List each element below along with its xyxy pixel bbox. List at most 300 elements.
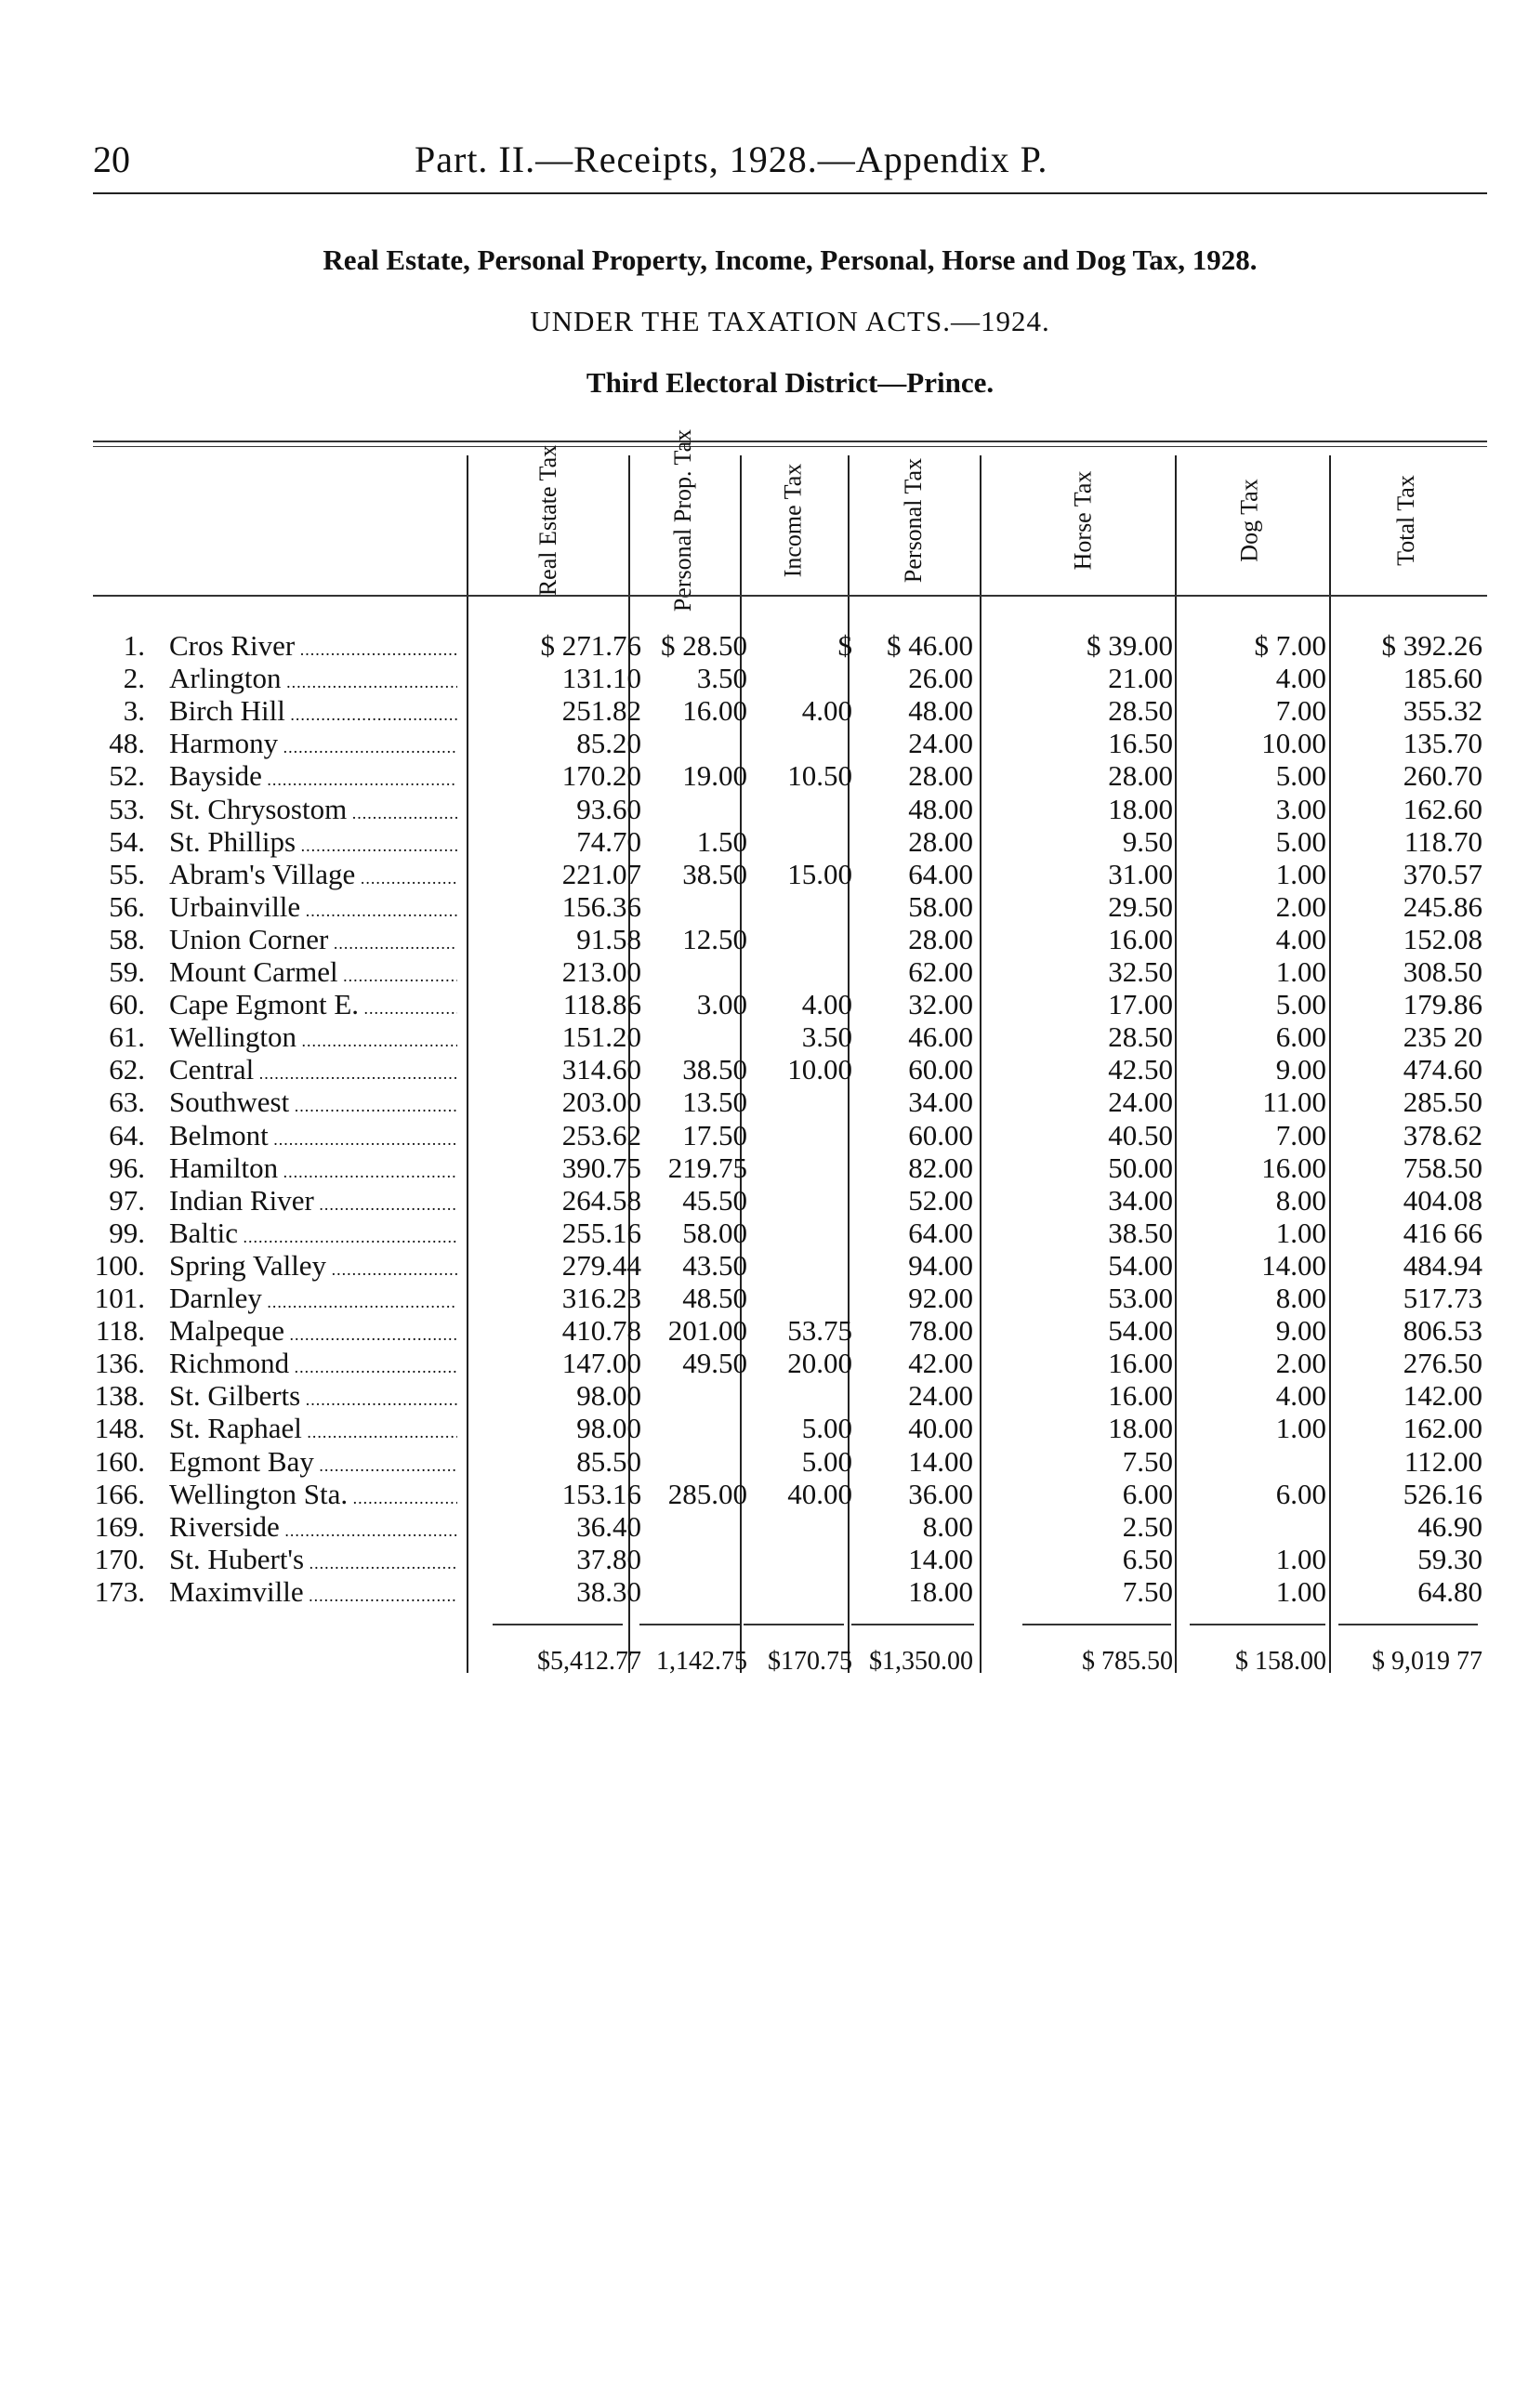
district-name: Wellington ..... [169, 1020, 457, 1058]
income-tax: 40.00 [787, 1477, 852, 1510]
table-row [0, 1249, 1515, 1282]
table-row [0, 1020, 1515, 1053]
row-number: 48. [109, 727, 145, 760]
real-estate-tax: 213.00 [561, 955, 641, 988]
income-tax: 10.50 [787, 759, 852, 793]
district-name: Mount Carmel ..... [169, 955, 457, 993]
real-estate-tax: 410.78 [561, 1314, 641, 1348]
real-estate-tax: 98.00 [576, 1412, 641, 1445]
table-row [0, 1412, 1515, 1444]
horse-tax: 18.00 [1108, 792, 1173, 825]
table-top-rule [93, 441, 1487, 442]
personal-tax: 92.00 [908, 1282, 973, 1314]
personal-tax: 64.00 [908, 857, 973, 890]
district-name: Egmont Bay ..... [169, 1445, 457, 1482]
real-estate-tax: 147.00 [561, 1347, 641, 1380]
total-tax: 179.86 [1403, 988, 1482, 1021]
personal-tax: 24.00 [908, 727, 973, 760]
personal-tax: $ 46.00 [887, 629, 973, 662]
total-rule [493, 1624, 623, 1625]
total-rule [1022, 1624, 1171, 1625]
real-estate-tax: 91.58 [576, 922, 641, 955]
row-number: 63. [109, 1086, 145, 1119]
total-tax: 245.86 [1403, 889, 1482, 923]
real-estate-tax: 85.50 [576, 1444, 641, 1478]
horse-tax: 53.00 [1108, 1282, 1173, 1314]
table-row [0, 1510, 1515, 1543]
income-tax: 5.00 [801, 1412, 852, 1445]
row-number: 54. [109, 824, 145, 858]
personal-prop-tax: 16.00 [682, 694, 747, 728]
total-tax: 185.60 [1403, 662, 1482, 695]
real-estate-tax: 203.00 [561, 1086, 641, 1119]
personal-prop-tax: 285.00 [667, 1477, 747, 1510]
real-estate-tax: 36.40 [576, 1509, 641, 1543]
personal-tax: 14.00 [908, 1444, 973, 1478]
total-tax: 142.00 [1403, 1379, 1482, 1413]
row-number: 58. [109, 922, 145, 955]
income-tax: 53.75 [787, 1314, 852, 1348]
real-estate-tax: $ 271.76 [540, 629, 641, 662]
col-header-dog: Dog Tax [1235, 479, 1263, 562]
row-number: 64. [109, 1118, 145, 1151]
district-title: Third Electoral District—Prince. [586, 366, 995, 399]
total-real-estate: $5,412.77 [537, 1647, 641, 1676]
total-tax: 235 20 [1403, 1020, 1482, 1054]
total-tax: 152.08 [1403, 922, 1482, 955]
income-tax: 3.50 [801, 1020, 852, 1054]
horse-tax: $ 39.00 [1087, 629, 1173, 662]
dog-tax: 2.00 [1275, 889, 1326, 923]
personal-tax: 60.00 [908, 1053, 973, 1086]
district-name: Malpeque ..... [169, 1314, 457, 1351]
table-subtitle: UNDER THE TAXATION ACTS.—1924. [530, 305, 1050, 337]
personal-prop-tax: 38.50 [682, 1053, 747, 1086]
personal-tax: 32.00 [908, 988, 973, 1021]
district-name: Indian River ..... [169, 1184, 457, 1221]
dog-tax: 1.00 [1275, 1412, 1326, 1445]
personal-tax: 52.00 [908, 1183, 973, 1217]
table-row [0, 1282, 1515, 1314]
row-number: 170. [94, 1542, 145, 1575]
dog-tax: 8.00 [1275, 1183, 1326, 1217]
table-row [0, 1217, 1515, 1249]
district-name: Bayside ..... [169, 759, 457, 796]
table-row [0, 890, 1515, 923]
personal-tax: 82.00 [908, 1151, 973, 1184]
real-estate-tax: 74.70 [576, 824, 641, 858]
horse-tax: 9.50 [1122, 824, 1173, 858]
dog-tax: 9.00 [1275, 1053, 1326, 1086]
personal-tax: 24.00 [908, 1379, 973, 1413]
total-dog: $ 158.00 [1235, 1647, 1326, 1676]
dog-tax: 7.00 [1275, 1118, 1326, 1151]
real-estate-tax: 153.16 [561, 1477, 641, 1510]
total-personal-prop: 1,142.75 [656, 1647, 747, 1676]
table-row [0, 955, 1515, 988]
personal-prop-tax: 12.50 [682, 922, 747, 955]
total-tax: 370.57 [1403, 857, 1482, 890]
total-tax: 416 66 [1403, 1216, 1482, 1249]
table-row [0, 1086, 1515, 1118]
dog-tax: 6.00 [1275, 1477, 1326, 1510]
dog-tax: $ 7.00 [1254, 629, 1326, 662]
personal-prop-tax: 19.00 [682, 759, 747, 793]
horse-tax: 31.00 [1108, 857, 1173, 890]
page-number: 20 [93, 138, 130, 180]
total-personal: $1,350.00 [869, 1647, 973, 1676]
table-row [0, 1379, 1515, 1412]
real-estate-tax: 279.44 [561, 1248, 641, 1282]
table-title: Real Estate, Personal Property, Income, Personal, Horse and Dog Tax, 1928. [323, 243, 1258, 276]
personal-tax: 26.00 [908, 662, 973, 695]
dog-tax: 1.00 [1275, 1574, 1326, 1608]
district-name: Abram's Village ..... [169, 858, 457, 895]
real-estate-tax: 316.23 [561, 1282, 641, 1314]
table-row [0, 1053, 1515, 1086]
dog-tax: 4.00 [1275, 662, 1326, 695]
horse-tax: 24.00 [1108, 1086, 1173, 1119]
real-estate-tax: 118.86 [562, 988, 641, 1021]
district-name: Hamilton ..... [169, 1151, 457, 1189]
total-rule [1190, 1624, 1325, 1625]
dog-tax: 10.00 [1261, 727, 1326, 760]
personal-tax: 28.00 [908, 824, 973, 858]
header-separator [93, 595, 1487, 597]
real-estate-tax: 390.75 [561, 1151, 641, 1184]
horse-tax: 6.50 [1122, 1542, 1173, 1575]
personal-prop-tax: 3.00 [696, 988, 747, 1021]
income-tax: 4.00 [801, 988, 852, 1021]
horse-tax: 42.50 [1108, 1053, 1173, 1086]
row-number: 62. [109, 1053, 145, 1086]
horse-tax: 17.00 [1108, 988, 1173, 1021]
total-tax: 806.53 [1403, 1314, 1482, 1348]
total-total: $ 9,019 77 [1372, 1647, 1482, 1676]
district-name: St. Hubert's ..... [169, 1543, 457, 1580]
real-estate-tax: 93.60 [576, 792, 641, 825]
district-name: Cros River ..... [169, 629, 457, 666]
table-row [0, 1119, 1515, 1151]
personal-tax: 34.00 [908, 1086, 973, 1119]
personal-prop-tax: 1.50 [696, 824, 747, 858]
horse-tax: 18.00 [1108, 1412, 1173, 1445]
horse-tax: 54.00 [1108, 1314, 1173, 1348]
row-number: 97. [109, 1183, 145, 1217]
income-tax: 20.00 [787, 1347, 852, 1380]
dog-tax: 7.00 [1275, 694, 1326, 728]
row-number: 99. [109, 1216, 145, 1249]
row-number: 148. [94, 1412, 145, 1445]
total-tax: 484.94 [1403, 1248, 1482, 1282]
row-number: 169. [94, 1509, 145, 1543]
row-number: 100. [94, 1248, 145, 1282]
personal-prop-tax: 38.50 [682, 857, 747, 890]
district-name: St. Chrysostom ..... [169, 793, 457, 830]
income-tax: 4.00 [801, 694, 852, 728]
horse-tax: 50.00 [1108, 1151, 1173, 1184]
total-tax: 276.50 [1403, 1347, 1482, 1380]
table-row [0, 629, 1515, 662]
personal-prop-tax: 43.50 [682, 1248, 747, 1282]
real-estate-tax: 85.20 [576, 727, 641, 760]
row-number: 59. [109, 955, 145, 988]
total-tax: $ 392.26 [1381, 629, 1482, 662]
col-header-real-estate: Real Estate Tax [534, 444, 561, 597]
personal-prop-tax: 13.50 [682, 1086, 747, 1119]
row-number: 101. [94, 1282, 145, 1314]
dog-tax: 6.00 [1275, 1020, 1326, 1054]
table-row [0, 1543, 1515, 1575]
total-tax: 59.30 [1417, 1542, 1482, 1575]
personal-tax: 28.00 [908, 759, 973, 793]
real-estate-tax: 98.00 [576, 1379, 641, 1413]
horse-tax: 6.00 [1122, 1477, 1173, 1510]
row-number: 160. [94, 1444, 145, 1478]
col-header-total: Total Tax [1392, 475, 1420, 566]
total-rule [639, 1624, 740, 1625]
row-number: 61. [109, 1020, 145, 1054]
dog-tax: 5.00 [1275, 824, 1326, 858]
col-header-horse: Horse Tax [1069, 470, 1097, 571]
horse-tax: 54.00 [1108, 1248, 1173, 1282]
row-number: 60. [109, 988, 145, 1021]
dog-tax: 4.00 [1275, 922, 1326, 955]
real-estate-tax: 221.07 [561, 857, 641, 890]
dog-tax: 11.00 [1262, 1086, 1326, 1119]
dog-tax: 1.00 [1275, 1216, 1326, 1249]
personal-tax: 14.00 [908, 1542, 973, 1575]
personal-tax: 18.00 [908, 1574, 973, 1608]
district-name: Maximville ..... [169, 1575, 457, 1612]
horse-tax: 16.00 [1108, 1347, 1173, 1380]
dog-tax: 1.00 [1275, 1542, 1326, 1575]
total-tax: 260.70 [1403, 759, 1482, 793]
col-header-income: Income Tax [779, 463, 807, 578]
row-number: 53. [109, 792, 145, 825]
table-row [0, 694, 1515, 727]
personal-prop-tax: 49.50 [682, 1347, 747, 1380]
row-number: 56. [109, 889, 145, 923]
real-estate-tax: 151.20 [561, 1020, 641, 1054]
table-row [0, 825, 1515, 858]
real-estate-tax: 251.82 [561, 694, 641, 728]
total-tax: 285.50 [1403, 1086, 1482, 1119]
personal-tax: 58.00 [908, 889, 973, 923]
horse-tax: 40.50 [1108, 1118, 1173, 1151]
table-row [0, 1184, 1515, 1217]
totals-row [0, 1645, 1515, 1682]
district-name: St. Phillips ..... [169, 825, 457, 862]
personal-tax: 78.00 [908, 1314, 973, 1348]
real-estate-tax: 170.20 [561, 759, 641, 793]
income-tax: 15.00 [787, 857, 852, 890]
personal-tax: 36.00 [908, 1477, 973, 1510]
table-row [0, 858, 1515, 890]
total-tax: 135.70 [1403, 727, 1482, 760]
table-row [0, 793, 1515, 825]
personal-tax: 64.00 [908, 1216, 973, 1249]
horse-tax: 16.50 [1108, 727, 1173, 760]
horse-tax: 29.50 [1108, 889, 1173, 923]
district-name: Union Corner ..... [169, 923, 457, 960]
horse-tax: 28.50 [1108, 694, 1173, 728]
district-name: Richmond ..... [169, 1347, 457, 1384]
total-tax: 112.00 [1403, 1444, 1482, 1478]
dog-tax: 5.00 [1275, 759, 1326, 793]
district-name: Urbainville ..... [169, 890, 457, 928]
personal-tax: 62.00 [908, 955, 973, 988]
district-name: Baltic ..... [169, 1217, 457, 1254]
horse-tax: 21.00 [1108, 662, 1173, 695]
personal-prop-tax: 17.50 [682, 1118, 747, 1151]
real-estate-tax: 314.60 [561, 1053, 641, 1086]
district-name: St. Raphael ..... [169, 1412, 457, 1449]
table-row [0, 923, 1515, 955]
personal-prop-tax: 48.50 [682, 1282, 747, 1314]
row-number: 2. [123, 662, 145, 695]
dog-tax: 1.00 [1275, 955, 1326, 988]
real-estate-tax: 38.30 [576, 1574, 641, 1608]
dog-tax: 1.00 [1275, 857, 1326, 890]
total-tax: 64.80 [1417, 1574, 1482, 1608]
dog-tax: 4.00 [1275, 1379, 1326, 1413]
total-tax: 162.00 [1403, 1412, 1482, 1445]
table-row [0, 727, 1515, 759]
row-number: 138. [94, 1379, 145, 1413]
row-number: 96. [109, 1151, 145, 1184]
total-rule [851, 1624, 974, 1625]
real-estate-tax: 156.36 [561, 889, 641, 923]
dog-tax: 3.00 [1275, 792, 1326, 825]
total-horse: $ 785.50 [1082, 1647, 1173, 1676]
row-number: 166. [94, 1477, 145, 1510]
total-tax: 474.60 [1403, 1053, 1482, 1086]
horse-tax: 2.50 [1122, 1509, 1173, 1543]
total-income: $170.75 [768, 1647, 852, 1676]
horse-tax: 28.50 [1108, 1020, 1173, 1054]
dog-tax: 8.00 [1275, 1282, 1326, 1314]
table-row [0, 759, 1515, 792]
district-name: Central ..... [169, 1053, 457, 1090]
real-estate-tax: 37.80 [576, 1542, 641, 1575]
personal-tax: 28.00 [908, 922, 973, 955]
dog-tax: 16.00 [1261, 1151, 1326, 1184]
table-row [0, 1151, 1515, 1184]
total-tax: 378.62 [1403, 1118, 1482, 1151]
personal-prop-tax: 58.00 [682, 1216, 747, 1249]
table-row [0, 1445, 1515, 1478]
total-tax: 517.73 [1403, 1282, 1482, 1314]
row-number: 1. [123, 629, 145, 662]
total-rule [1338, 1624, 1478, 1625]
table-row [0, 1575, 1515, 1608]
personal-tax: 8.00 [922, 1509, 973, 1543]
row-number: 3. [123, 694, 145, 728]
dog-tax: 14.00 [1261, 1248, 1326, 1282]
district-name: Darnley ..... [169, 1282, 457, 1319]
running-head: Part. II.—Receipts, 1928.—Appendix P. [415, 138, 1048, 180]
total-tax: 404.08 [1403, 1183, 1482, 1217]
district-name: Harmony ..... [169, 727, 457, 764]
personal-tax: 40.00 [908, 1412, 973, 1445]
personal-tax: 94.00 [908, 1248, 973, 1282]
total-rule [744, 1624, 844, 1625]
row-number: 55. [109, 857, 145, 890]
personal-prop-tax: 201.00 [667, 1314, 747, 1348]
personal-tax: 48.00 [908, 694, 973, 728]
page-header [93, 138, 1487, 184]
row-number: 173. [94, 1574, 145, 1608]
horse-tax: 7.50 [1122, 1444, 1173, 1478]
income-tax: $ [837, 629, 852, 662]
horse-tax: 32.50 [1108, 955, 1173, 988]
horse-tax: 16.00 [1108, 922, 1173, 955]
total-tax: 118.70 [1403, 824, 1482, 858]
personal-prop-tax: 3.50 [696, 662, 747, 695]
total-tax: 355.32 [1403, 694, 1482, 728]
real-estate-tax: 255.16 [561, 1216, 641, 1249]
horse-tax: 34.00 [1108, 1183, 1173, 1217]
table-row [0, 1347, 1515, 1379]
row-number: 52. [109, 759, 145, 793]
real-estate-tax: 264.58 [561, 1183, 641, 1217]
district-name: St. Gilberts ..... [169, 1379, 457, 1416]
horse-tax: 38.50 [1108, 1216, 1173, 1249]
district-name: Belmont ..... [169, 1119, 457, 1156]
personal-tax: 42.00 [908, 1347, 973, 1380]
col-header-personal: Personal Tax [900, 457, 927, 584]
real-estate-tax: 253.62 [561, 1118, 641, 1151]
row-number: 136. [94, 1347, 145, 1380]
dog-tax: 2.00 [1275, 1347, 1326, 1380]
district-name: Riverside ..... [169, 1510, 457, 1547]
table-row [0, 662, 1515, 694]
col-header-personal-prop: Personal Prop. Tax [669, 428, 697, 612]
row-number: 118. [95, 1314, 145, 1348]
total-tax: 758.50 [1403, 1151, 1482, 1184]
personal-tax: 48.00 [908, 792, 973, 825]
table-row [0, 1478, 1515, 1510]
personal-prop-tax: $ 28.50 [661, 629, 747, 662]
table-row [0, 1314, 1515, 1347]
horse-tax: 7.50 [1122, 1574, 1173, 1608]
district-name: Arlington ..... [169, 662, 457, 699]
personal-prop-tax: 45.50 [682, 1183, 747, 1217]
total-tax: 526.16 [1403, 1477, 1482, 1510]
district-name: Southwest ..... [169, 1086, 457, 1123]
district-name: Birch Hill ..... [169, 694, 457, 731]
total-tax: 162.60 [1403, 792, 1482, 825]
dog-tax: 5.00 [1275, 988, 1326, 1021]
total-tax: 46.90 [1417, 1509, 1482, 1543]
district-name: Wellington Sta. ..... [169, 1478, 457, 1515]
real-estate-tax: 131.10 [561, 662, 641, 695]
horse-tax: 16.00 [1108, 1379, 1173, 1413]
personal-prop-tax: 219.75 [667, 1151, 747, 1184]
horse-tax: 28.00 [1108, 759, 1173, 793]
dog-tax: 9.00 [1275, 1314, 1326, 1348]
table-row [0, 988, 1515, 1020]
personal-tax: 46.00 [908, 1020, 973, 1054]
total-tax: 308.50 [1403, 955, 1482, 988]
header-rule [93, 192, 1487, 194]
income-tax: 10.00 [787, 1053, 852, 1086]
district-name: Spring Valley ..... [169, 1249, 457, 1286]
income-tax: 5.00 [801, 1444, 852, 1478]
district-name: Cape Egmont E. ..... [169, 988, 457, 1025]
personal-tax: 60.00 [908, 1118, 973, 1151]
